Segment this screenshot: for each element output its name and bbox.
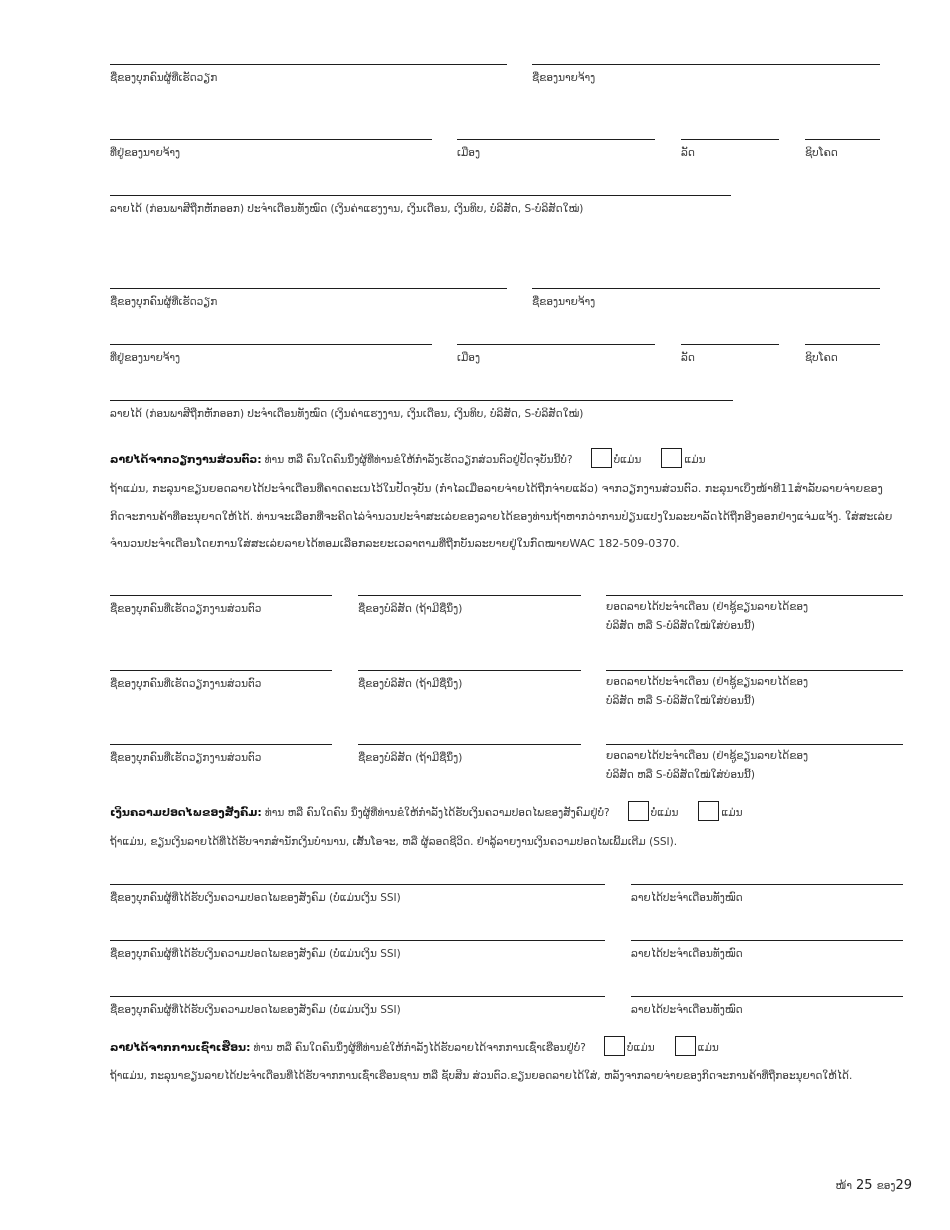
ss-income-blank[interactable]	[631, 974, 903, 997]
self-employment-yes-checkbox[interactable]	[661, 448, 682, 468]
self-employment-income-blank[interactable]	[606, 648, 903, 671]
rental-income-no-label: ບໍ່ແມ່ນ	[626, 1042, 655, 1054]
social-security-instructions: ຖ້າແມ່ນ, ຂຽນເງິນລາຍໄດ້ທີ່ໄດ້ຮັບຈາກສຳນັກເງິນບຳນານ, ເສັ້ນໂອຈະ, ຫລື ຜູ້ລອດຊີວິດ. ຢ່າລູ້ລາຍງານເງິນຄວາມປອດໄພເພີ້ມເຕີມ (SSI).	[110, 836, 678, 848]
page-word: ໜ້າ	[835, 1180, 853, 1192]
business-name-label: ຊື່ຂອງບໍລິສັດ (ຖ້າມີຊື່ນຶ່ງ)	[358, 678, 463, 690]
worker-name-label: ຊື່ຂອງບຸກຄົນຜູ້ທີ່ເຮັດວຽກ	[110, 72, 218, 84]
city-blank[interactable]	[457, 117, 655, 140]
ss-income-field	[631, 918, 903, 961]
ss-recipient-blank[interactable]	[110, 918, 605, 941]
self-employed-person-field	[110, 573, 332, 616]
rental-income-yes-label: ແມ່ນ	[697, 1042, 719, 1054]
self-employment-income-label	[606, 745, 903, 785]
zip-label: ຊິບໂຄດ	[805, 147, 838, 159]
zip-field	[805, 117, 880, 160]
employer-name-field	[532, 266, 880, 309]
ss-recipient-label: ຊື່ຂອງບຸກຄົນຜູ້ທີ່ໄດ້ຮັບເງິນຄວາມປອດໄພຂອງສັງຄົມ (ບໍ່ແມ່ນເງິນ SSI)	[110, 892, 401, 904]
instruction-line: ນຸຍາດໃຫ້ໄດ້. ທ່ານຈະເລືອກທີ່ຈະຄິດໄລ່ຈຳນວນປະຈຳສະເລ່ຍຂອງລາຍໄດ້ຂອງທ່ານຖ້າຫາກວ່າການປ່ຽນແປງໃນລະບາລັດໄດ້ຖືກອີງອອກຢ່າງແຈ່ມແຈ້ງ. ໃສ່ສະເລ່ຍຈຳນວນປະຈຳເດືອນໂດຍການໃສ່ສະ	[110, 509, 893, 550]
social-security-question	[110, 801, 910, 821]
self-employment-income-label-line1: ຍອດລາຍໄດ້ປະຈຳເດືອນ (ຢ່າຊູ້ຂຽນລາຍໄດ້ຂອງ	[606, 750, 809, 762]
ss-income-field	[631, 974, 903, 1017]
worker-name-field	[110, 42, 507, 85]
worker-name-label: ຊື່ຂອງບຸກຄົນຜູ້ທີ່ເຮັດວຽກ	[110, 296, 218, 308]
self-employment-income-blank[interactable]	[606, 573, 903, 596]
self-employment-no-label: ບໍ່ແມ່ນ	[613, 454, 642, 466]
social-security-yes-label: ແມ່ນ	[721, 807, 743, 819]
ss-income-blank[interactable]	[631, 862, 903, 885]
instruction-line: ເລ່ຍລາຍໄດ້ທອມເລືອກລະຍະເວລາຕາມທີ່ຖືກບັນລະບາຍຢູ່ໃນກົດໝາຍWAC 182-509-0370.	[265, 537, 680, 550]
ss-income-label: ລາຍໄດ້ປະຈຳເດືອນທັງໝົດ	[631, 948, 743, 960]
ss-income-blank[interactable]	[631, 918, 903, 941]
ss-recipient-blank[interactable]	[110, 862, 605, 885]
self-employment-income-label	[606, 671, 903, 711]
city-field	[457, 117, 655, 160]
ss-income-label: ລາຍໄດ້ປະຈຳເດືອນທັງໝົດ	[631, 892, 743, 904]
social-security-no-label: ບໍ່ແມ່ນ	[650, 807, 679, 819]
self-employment-income-field	[606, 648, 903, 711]
business-name-field	[358, 722, 581, 765]
zip-blank[interactable]	[805, 117, 880, 140]
self-employment-income-blank[interactable]	[606, 722, 903, 745]
self-employed-person-field	[110, 648, 332, 691]
rental-income-yes-checkbox[interactable]	[675, 1036, 696, 1056]
current-page-number: 25	[856, 1178, 873, 1193]
rental-income-question	[110, 1036, 910, 1056]
ss-recipient-label: ຊື່ຂອງບຸກຄົນຜູ້ທີ່ໄດ້ຮັບເງິນຄວາມປອດໄພຂອງສັງຄົມ (ບໍ່ແມ່ນເງິນ SSI)	[110, 1004, 401, 1016]
self-employment-income-label-line2: ບໍລິສັດ ຫລື S-ບໍລິສັດໃໝ່ໃສ່ບ່ອນນີ້)	[606, 695, 755, 707]
self-employed-person-label: ຊື່ຂອງບຸກຄົນທີ່ເຮັດວຽກງານສ່ວນຕົວ	[110, 603, 262, 615]
social-security-question-text: ທ່ານ ຫລື ຄົນໃດຄົນ ນຶ່ງຜູ້ທີ່ທ່ານຂໍໃຫ້ກຳລັງໄດ້ຮັບເງິນຄວາມປອດໄພຂອງສັງຄົມຢູ່ບໍ່?	[264, 807, 610, 819]
employer-name-field	[532, 42, 880, 85]
business-name-field	[358, 648, 581, 691]
self-employment-instructions	[110, 475, 900, 558]
employer-name-blank[interactable]	[532, 266, 880, 289]
self-employment-question-text: ທ່ານ ຫລື ຄົນໃດຄົນນຶ່ງຜູ້ທີ່ທ່ານຂໍໃຫ້ກຳລັງເຮັດວຽກສ່ວນຕົວຢູ່ປັດຈຸບັນນີ້ບໍ່?	[264, 454, 573, 466]
ss-recipient-blank[interactable]	[110, 974, 605, 997]
self-employed-person-blank[interactable]	[110, 573, 332, 596]
self-employment-no-checkbox[interactable]	[591, 448, 612, 468]
ss-income-label: ລາຍໄດ້ປະຈຳເດືອນທັງໝົດ	[631, 1004, 743, 1016]
monthly-income-label: ລາຍໄດ້ (ກ່ອນພາສີຖືກຫັກອອກ) ປະຈຳເດືອນທັງໝົດ (ເງິນຄ່າແຮງງານ, ເງິນເດືອນ, ເງິນທິບ, ບໍລິສັດ, S-ບໍລິສັດໃໝ່)	[110, 408, 584, 420]
monthly-income-label: ລາຍໄດ້ (ກ່ອນພາສີຖືກຫັກອອກ) ປະຈຳເດືອນທັງໝົດ (ເງິນຄ່າແຮງງານ, ເງິນເດືອນ, ເງິນທິບ, ບໍລິສັດ, S-ບໍລິສັດໃໝ່)	[110, 203, 584, 215]
worker-name-field	[110, 266, 507, 309]
zip-blank[interactable]	[805, 322, 880, 345]
city-blank[interactable]	[457, 322, 655, 345]
self-employment-income-label-line2: ບໍລິສັດ ຫລື S-ບໍລິສັດໃໝ່ໃສ່ບ່ອນນີ້)	[606, 620, 755, 632]
self-employed-person-field	[110, 722, 332, 765]
social-security-no-checkbox[interactable]	[628, 801, 649, 821]
employer-address-blank[interactable]	[110, 117, 432, 140]
monthly-income-blank[interactable]	[110, 378, 733, 401]
total-pages-number: 29	[895, 1178, 912, 1193]
state-field	[681, 322, 779, 365]
city-label: ເມືອງ	[457, 352, 481, 364]
self-employment-question	[110, 448, 910, 468]
state-label: ລັດ	[681, 352, 695, 364]
business-name-label: ຊື່ຂອງບໍລິສັດ (ຖ້າມີຊື່ນຶ່ງ)	[358, 603, 463, 615]
employer-address-field	[110, 117, 432, 160]
monthly-income-field	[110, 173, 731, 216]
employer-address-label: ທີ່ຢູ່ຂອງນາຍຈ້າງ	[110, 147, 181, 159]
monthly-income-blank[interactable]	[110, 173, 731, 196]
city-field	[457, 322, 655, 365]
state-field	[681, 117, 779, 160]
monthly-income-field	[110, 378, 733, 421]
business-name-field	[358, 573, 581, 616]
self-employment-income-label	[606, 596, 903, 636]
ss-recipient-field	[110, 862, 605, 905]
employer-address-blank[interactable]	[110, 322, 432, 345]
social-security-yes-checkbox[interactable]	[698, 801, 719, 821]
business-name-blank[interactable]	[358, 722, 581, 745]
worker-name-blank[interactable]	[110, 42, 507, 65]
employer-name-label: ຊື່ຂອງນາຍຈ້າງ	[532, 72, 596, 84]
rental-income-no-checkbox[interactable]	[604, 1036, 625, 1056]
rental-income-question-text: ທ່ານ ຫລື ຄົນໃດຄົນນຶ່ງຜູ້ທີ່ທ່ານຂໍໃຫ້ກຳລັງໄດ້ຮັບລາຍໄດ້ຈາກການເຊົ່າເຮືອນຢູ່ບໍ່?	[253, 1042, 586, 1054]
ss-recipient-label: ຊື່ຂອງບຸກຄົນຜູ້ທີ່ໄດ້ຮັບເງິນຄວາມປອດໄພຂອງສັງຄົມ (ບໍ່ແມ່ນເງິນ SSI)	[110, 948, 401, 960]
self-employment-income-field	[606, 722, 903, 785]
state-blank[interactable]	[681, 117, 779, 140]
self-employment-income-field	[606, 573, 903, 636]
of-word: ຂອງ	[876, 1180, 896, 1192]
social-security-heading: ເງິນຄວາມປອດໄພຂອງສັງຄົມ:	[110, 806, 262, 819]
employer-address-label: ທີ່ຢູ່ຂອງນາຍຈ້າງ	[110, 352, 181, 364]
self-employment-yes-label: ແມ່ນ	[684, 454, 706, 466]
worker-name-blank[interactable]	[110, 266, 507, 289]
self-employment-income-label-line1: ຍອດລາຍໄດ້ປະຈຳເດືອນ (ຢ່າຊູ້ຂຽນລາຍໄດ້ຂອງ	[606, 676, 809, 688]
rental-income-instructions: ຖ້າແມ່ນ, ກະລຸນາຂຽນລາຍໄດ້ປະຈຳເດືອນທີ່ໄດ້ຮັບຈາກການເຊົ່າເຮືອນຊານ ຫລື ຊັບສິນ ສ່ວນຕົວ.ຂຽນຍອດລາຍໄດ້ໃສ່, ຫລັງຈາກລາຍຈ່າຍຂອງກິດຈະການຄ້າທີ່ຖືກອະນຸຍາດໃຫ້ໄດ້.	[110, 1070, 853, 1082]
self-employed-person-blank[interactable]	[110, 722, 332, 745]
instruction-line: ຖ້າແມ່ນ, ກະລຸນາຂຽນຍອດລາຍໄດ້ປະຈຳເດືອນທີ່ຄາດຄະເນໄວ້ໃນປັດຈຸບັນ (ກຳໄລເມື່ອລາຍຈ່າຍໄດ້ຖືກຈ່າຍແລ້ວ) ຈາກວຽກງານສ່ວນຕົວ. ກະລຸນາເບິ່ງໜ້າທີ11ສຳລັບລາຍຈ່າຍຂອງກິດຈະການຄ້າທີ່ອະ	[110, 482, 883, 523]
employer-name-label: ຊື່ຂອງນາຍຈ້າງ	[532, 296, 596, 308]
business-name-label: ຊື່ຂອງບໍລິສັດ (ຖ້າມີຊື່ນຶ່ງ)	[358, 752, 463, 764]
city-label: ເມືອງ	[457, 147, 481, 159]
employer-name-blank[interactable]	[532, 42, 880, 65]
self-employment-income-label-line1: ຍອດລາຍໄດ້ປະຈຳເດືອນ (ຢ່າຊູ້ຂຽນລາຍໄດ້ຂອງ	[606, 601, 809, 613]
self-employment-income-label-line2: ບໍລິສັດ ຫລື S-ບໍລິສັດໃໝ່ໃສ່ບ່ອນນີ້)	[606, 769, 755, 781]
self-employed-person-blank[interactable]	[110, 648, 332, 671]
business-name-blank[interactable]	[358, 573, 581, 596]
ss-income-field	[631, 862, 903, 905]
self-employed-person-label: ຊື່ຂອງບຸກຄົນທີ່ເຮັດວຽກງານສ່ວນຕົວ	[110, 678, 262, 690]
self-employment-heading: ລາຍໄດ້ຈາກວຽກງານສ່ວນຕົວ:	[110, 453, 262, 466]
state-blank[interactable]	[681, 322, 779, 345]
business-name-blank[interactable]	[358, 648, 581, 671]
zip-label: ຊິບໂຄດ	[805, 352, 838, 364]
zip-field	[805, 322, 880, 365]
state-label: ລັດ	[681, 147, 695, 159]
page-number	[836, 1178, 912, 1193]
ss-recipient-field	[110, 918, 605, 961]
employer-address-field	[110, 322, 432, 365]
ss-recipient-field	[110, 974, 605, 1017]
rental-income-heading: ລາຍໄດ້ຈາກການເຊົ່າເຮືອນ:	[110, 1041, 251, 1054]
self-employed-person-label: ຊື່ຂອງບຸກຄົນທີ່ເຮັດວຽກງານສ່ວນຕົວ	[110, 752, 262, 764]
